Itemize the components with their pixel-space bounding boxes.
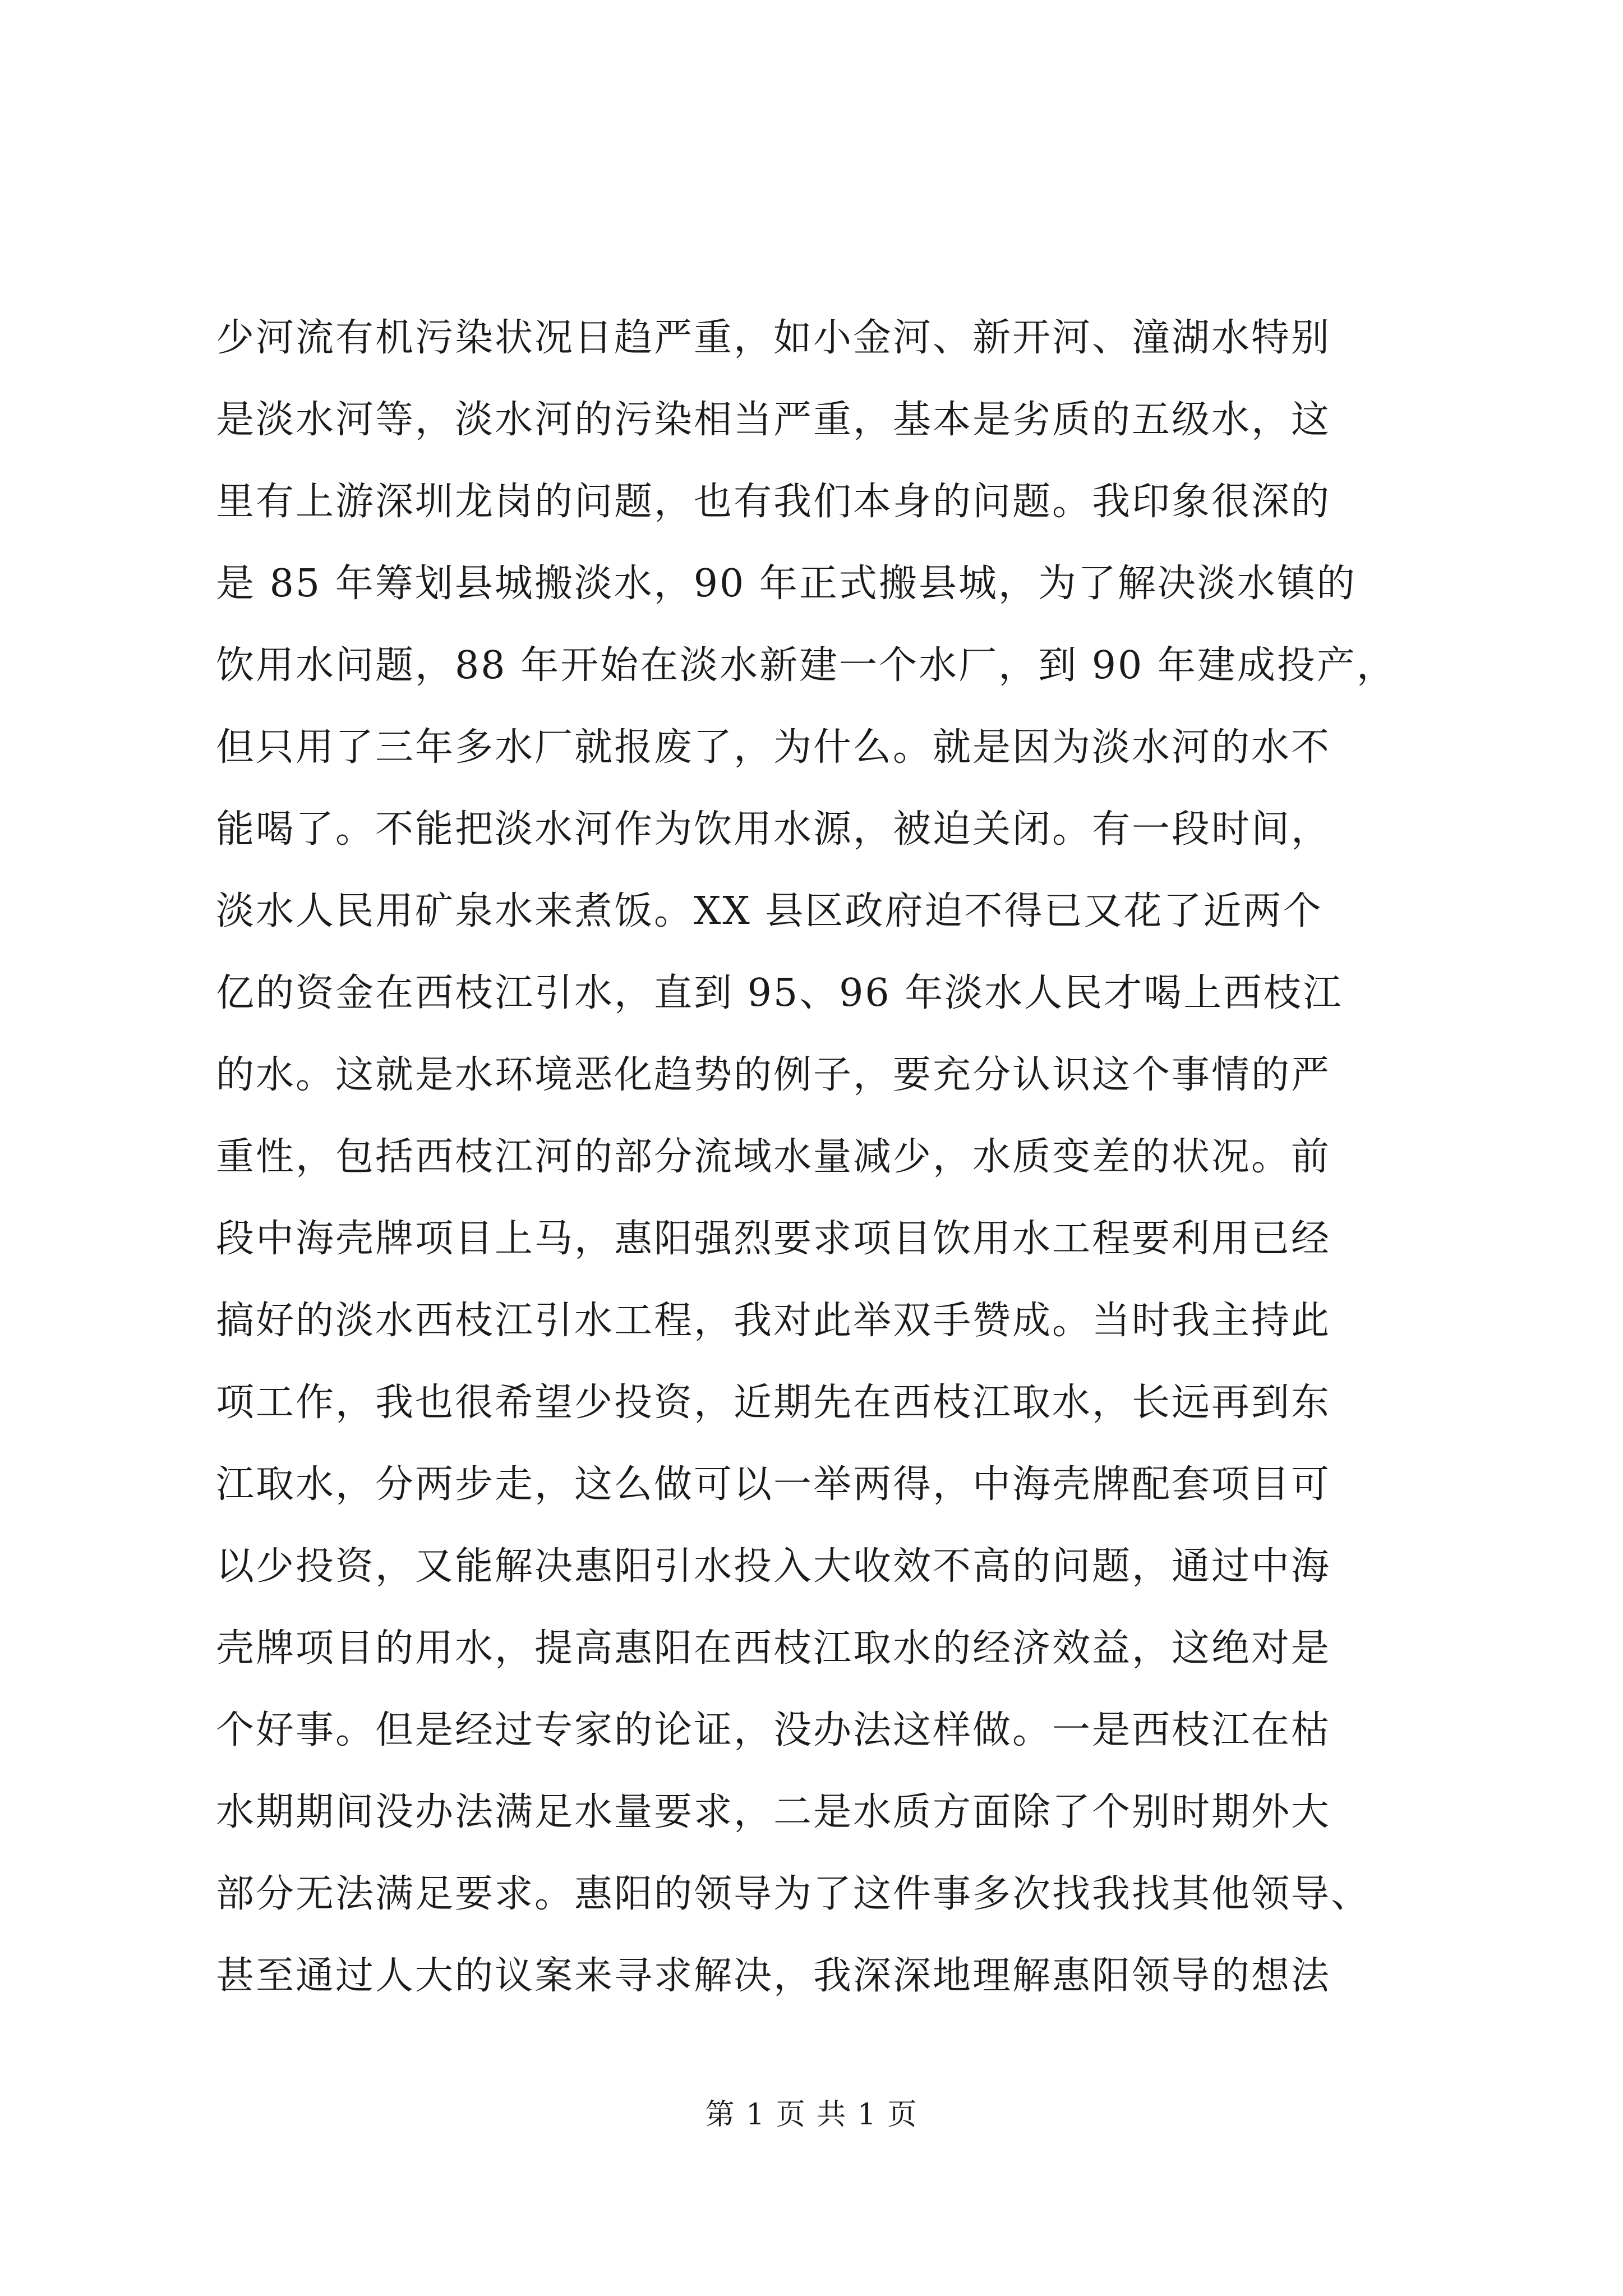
- text-line: 里有上游深圳龙岗的问题，也有我们本身的问题。我印象很深的: [216, 480, 1331, 524]
- text-line: 江取水，分两步走，这么做可以一举两得，中海壳牌配套项目可: [216, 1462, 1331, 1507]
- text-line: 以少投资，又能解决惠阳引水投入大收效不高的问题，通过中海: [216, 1544, 1331, 1589]
- text-line: 淡水人民用矿泉水来煮饭。XX 县区政府迫不得已又花了近两个: [216, 889, 1323, 933]
- text-line: 但只用了三年多水厂就报废了，为什么。就是因为淡水河的水不: [216, 725, 1331, 770]
- text-line: 水期期间没办法满足水量要求，二是水质方面除了个别时期外大: [216, 1790, 1331, 1834]
- text-line: 饮用水问题，88 年开始在淡水新建一个水厂，到 90 年建成投产，: [216, 643, 1396, 688]
- text-line: 是淡水河等，淡水河的污染相当严重，基本是劣质的五级水，这: [216, 398, 1331, 442]
- text-line: 个好事。但是经过专家的论证，没办法这样做。一是西枝江在枯: [216, 1708, 1331, 1752]
- text-line: 部分无法满足要求。惠阳的领导为了这件事多次找我找其他领导、: [216, 1872, 1371, 1916]
- text-line: 是 85 年筹划县城搬淡水，90 年正式搬县城，为了解决淡水镇的: [216, 562, 1357, 606]
- text-line: 重性，包括西枝江河的部分流域水量减少，水质变差的状况。前: [216, 1135, 1331, 1179]
- text-line: 段中海壳牌项目上马，惠阳强烈要求项目饮用水工程要利用已经: [216, 1217, 1331, 1261]
- text-line: 甚至通过人大的议案来寻求解决，我深深地理解惠阳领导的想法: [216, 1954, 1331, 1998]
- text-line: 亿的资金在西枝江引水，直到 95、96 年淡水人民才喝上西枝江: [216, 971, 1343, 1015]
- text-line: 搞好的淡水西枝江引水工程，我对此举双手赞成。当时我主持此: [216, 1299, 1331, 1343]
- text-line: 的水。这就是水环境恶化趋势的例子，要充分认识这个事情的严: [216, 1053, 1331, 1097]
- text-line: 少河流有机污染状况日趋严重，如小金河、新开河、潼湖水特别: [216, 316, 1331, 360]
- body-text: [216, 297, 1438, 2017]
- text-line: 能喝了。不能把淡水河作为饮用水源，被迫关闭。有一段时间，: [216, 807, 1331, 852]
- page-number-footer: 第 1 页 共 1 页: [705, 2098, 918, 2132]
- text-line: 壳牌项目的用水，提高惠阳在西枝江取水的经济效益，这绝对是: [216, 1626, 1331, 1671]
- text-line: 项工作，我也很希望少投资，近期先在西枝江取水，长远再到东: [216, 1381, 1331, 1425]
